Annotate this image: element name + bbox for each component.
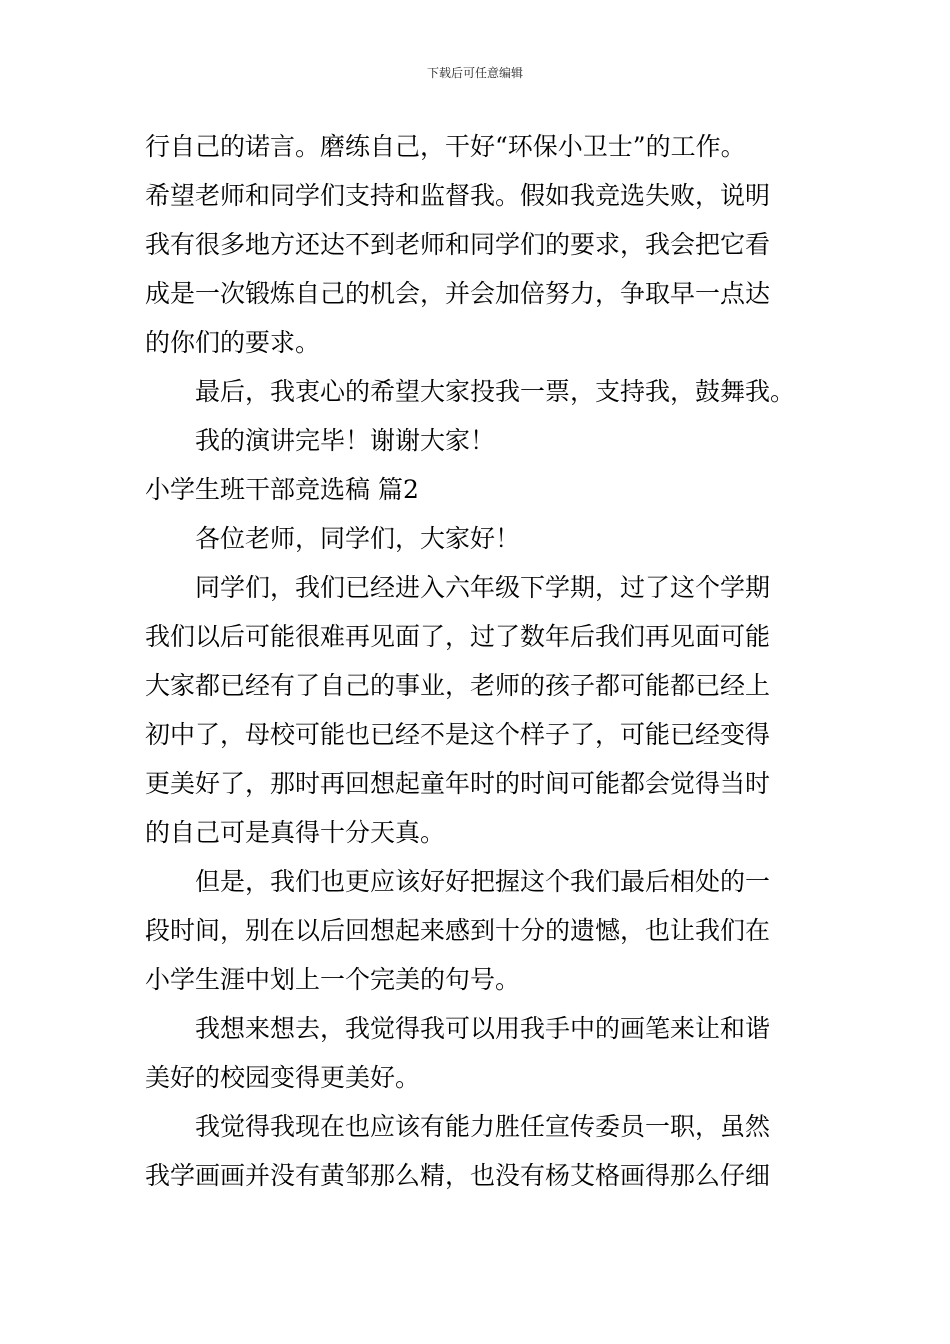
- text-line: 我觉得我现在也应该有能力胜任宣传委员一职，虽然: [195, 1112, 771, 1141]
- text-line: 成是一次锻炼自己的机会，并会加倍努力，争取早一点达: [145, 279, 771, 308]
- text-line: 的自己可是真得十分天真。: [145, 818, 446, 847]
- text-line: 我学画画并没有黄邹那么精，也没有杨艾格画得那么仔细: [145, 1161, 771, 1190]
- text-line: 各位老师，同学们，大家好！: [195, 524, 521, 553]
- text-line: 我想来想去，我觉得我可以用我手中的画笔来让和谐: [195, 1014, 771, 1043]
- text-line: 但是，我们也更应该好好把握这个我们最后相处的一: [195, 867, 771, 896]
- text-line: 行自己的诺言。磨练自己，干好“环保小卫士”的工作。: [145, 132, 746, 161]
- text-line: 美好的校园变得更美好。: [145, 1063, 421, 1092]
- text-line: 我的演讲完毕！谢谢大家！: [195, 426, 496, 455]
- page-header: 下载后可任意编辑: [426, 66, 523, 80]
- text-line: 更美好了，那时再回想起童年时的时间可能都会觉得当时: [145, 769, 771, 798]
- text-line: 我们以后可能很难再见面了，过了数年后我们再见面可能: [145, 622, 771, 651]
- text-line: 的你们的要求。: [145, 328, 321, 357]
- document-body: [145, 122, 810, 1200]
- text-line: 最后，我衷心的希望大家投我一票，支持我，鼓舞我。: [195, 377, 796, 406]
- section-heading: 小学生班干部竞选稿 篇2: [145, 475, 419, 504]
- text-line: 段时间，别在以后回想起来感到十分的遗憾，也让我们在: [145, 916, 771, 945]
- text-line: 小学生涯中划上一个完美的句号。: [145, 965, 521, 994]
- text-line: 初中了，母校可能也已经不是这个样子了，可能已经变得: [145, 720, 771, 749]
- text-line: 大家都已经有了自己的事业，老师的孩子都可能都已经上: [145, 671, 771, 700]
- text-line: 我有很多地方还达不到老师和同学们的要求，我会把它看: [145, 230, 771, 259]
- text-line: 同学们，我们已经进入六年级下学期，过了这个学期: [195, 573, 771, 602]
- text-line: 希望老师和同学们支持和监督我。假如我竞选失败，说明: [145, 181, 771, 210]
